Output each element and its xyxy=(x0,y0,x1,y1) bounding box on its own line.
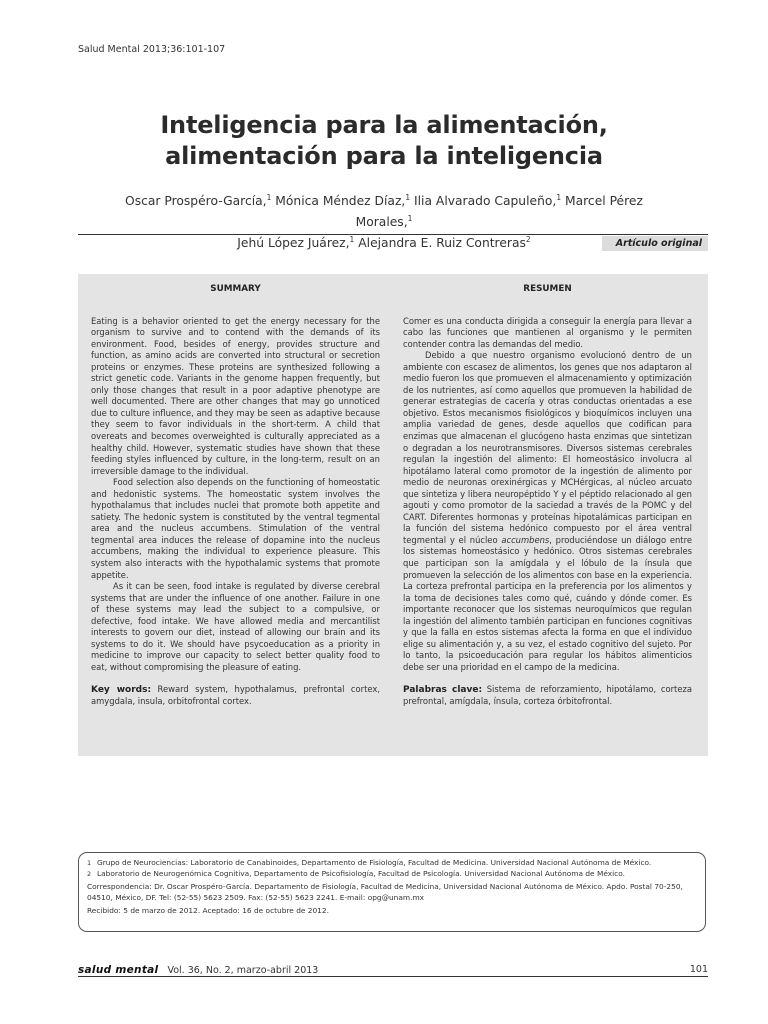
affiliation-marker: 2 xyxy=(525,235,531,245)
keywords-text: Sistema de reforzamiento, hipotálamo, corteza prefrontal, amígdala, ínsula, corteza órbitofrontal. xyxy=(403,683,693,707)
author-name: Jehú López Juárez, xyxy=(237,236,350,251)
resumen-heading: RESUMEN xyxy=(523,284,572,294)
footer-divider xyxy=(78,976,708,977)
author-name: Marcel Pérez Morales, xyxy=(355,194,643,230)
resumen-column xyxy=(403,274,692,708)
footnote-number: 1 xyxy=(87,859,92,867)
affiliation-note xyxy=(87,869,699,880)
summary-heading: SUMMARY xyxy=(210,284,261,294)
keywords-label: Palabras clave: xyxy=(403,684,483,695)
summary-paragraph: Food selection also depends on the functioning of homeostatic and hedonistic systems. The homeostatic system involves the hypothalamus that includes nuclei that promote both appetite and satiety. The hedonic system is constituted by the ventral tegmental area and the nucleus accumbens. Stimulation of the ventral tegmental area induces the release of dopamine into the nucleus accumbens, making the individual to experience pleasure. This system also interacts with the hypothalamic systems that promote appetite. xyxy=(91,477,380,580)
affiliation-marker: 1 xyxy=(556,193,562,202)
affiliations-box xyxy=(78,852,706,932)
resumen-keywords xyxy=(403,684,692,708)
keywords-label: Key words: xyxy=(91,684,152,695)
correspondence-note: Correspondencia: Dr. Oscar Prospéro-García. Departamento de Fisiología, Facultad de Medicina, Universidad Nacional Autónoma de México. Apdo. Postal 70-250, 04510, México, DF. Tel: (52-55) 5623 2509. Fax: (52-55) 5623 2241. E-mail: opg@unam.mx xyxy=(87,882,683,902)
affiliation-marker: 1 xyxy=(266,193,272,202)
resumen-text: Debido a que nuestro organismo evolucionó dentro de un ambiente con escasez de alimentos, los genes que nos adaptaron al medio fueron los que promueven el almacenamiento y optimización de los nutrientes, así como aquellos que promueven la habilidad de generar estrategias de cacería y otras conductas orientadas a ese objetivo. Estos mecanismos fisiológicos y bioquímicos incluyen una amplia variedad de genes, desde aquellos que codifican para enzimas que almacenan el glucógeno hasta enzimas que sintetizan o degradan a los neurotransmisores. Diversos sistemas cerebrales regulan la ingestión del alimento: El homeostásico involucra al hipotálamo lateral como promotor de la ingestión de alimento por medio de neuronas orexinérgicas y MCHérgicas, al núcleo arcuato que sintetiza y libera neuropéptido Y y el péptido relacionado al gen agouti y como promotor de la saciedad a través de la POMC y del CART. Diferentes hormonas y proteínas hipotalámicas participan en la función del sistema hedónico compuesto por el área ventral tegmental y el núcleo xyxy=(403,350,692,545)
footnote-text: Laboratorio de Neurogenómica Cognitiva, Departamento de Psicofisiología, Facultad de Psicología. Universidad Nacional Autónoma de México. xyxy=(97,868,625,878)
affiliation-marker: 1 xyxy=(407,214,413,224)
article-type-badge: Artículo original xyxy=(602,236,708,251)
author-name: Oscar Prospéro-García, xyxy=(125,194,267,209)
keywords-text: Reward system, hypothalamus, prefrontal cortex, amygdala, insula, orbitofrontal cortex. xyxy=(91,683,380,707)
header-divider xyxy=(78,234,708,235)
affiliation-marker: 1 xyxy=(405,193,411,202)
author-name: Alejandra E. Ruiz Contreras xyxy=(354,236,526,251)
affiliation-marker: 1 xyxy=(349,235,355,245)
author-name: Ilia Alvarado Capuleño, xyxy=(410,194,557,209)
summary-paragraph: As it can be seen, food intake is regulated by diverse cerebral systems that are under the influence of one another. Failure in one of these systems may lead the subject to a compulsive, or defective, food intake. We have allowed media and mercantilist interests to govern our diet, instead of allowing our brain and its systems to do it. We should have psycoeducation as a priority in medicine to improve our capacity to select better quality food to eat, without compromising the pleasure of eating. xyxy=(91,581,380,672)
title-line-1: Inteligencia para la alimentación, xyxy=(160,111,608,139)
resumen-paragraph xyxy=(403,350,692,673)
title-line-2: alimentación para la inteligencia xyxy=(165,142,603,170)
page-number: 101 xyxy=(689,964,708,975)
received-accepted-note: Recibido: 5 de marzo de 2012. Aceptado: 16 de octubre de 2012. xyxy=(87,906,329,915)
author-name: Mónica Méndez Díaz, xyxy=(271,194,406,209)
resumen-paragraph: Comer es una conducta dirigida a conseguir la energía para llevar a cabo las funciones que mantienen al organismo y le permiten contender contra las demandas del medio. xyxy=(403,315,692,349)
summary-paragraph: Eating is a behavior oriented to get the energy necessary for the organism to survive and to contend with the demands of its environment. Food, besides of energy, provides structure and function, as amino acids are converted into structural or secretion proteins or enzymes. These proteins are synthesized following a strict genetic code. Variants in the genome happen frequently, but only those changes that result in a poor adaptive phenotype are well documented. There are other changes that may go unnoticed due to culture influence, and they may be seen as adaptive because they seem to favor individuals in the short-term. A child that overeats and becomes overweighted is culturally appreciated as a healthy child. However, systematic studies have shown that these feeding styles influenced by culture, in the long-term, result on an irreversible damage to the individual. xyxy=(91,315,380,476)
summary-column xyxy=(91,274,380,708)
affiliation-note xyxy=(87,858,699,869)
abstract-box xyxy=(78,274,708,756)
resumen-text: , produciéndose un diálogo entre los sistemas homeostásico y hedónico. Otros sistemas cerebrales que participan son la amígdala y el lóbulo de la ínsula que promueven la selección de los alimentos con base en la experiencia. La corteza prefrontal participa en la preferencia por los alimentos y la toma de decisiones tales como qué, cuándo y dónde comer. Es importante reconocer que los sistemas neuroquímicos que regulan la ingestión del alimento también participan en funciones cognitivas y que la falla en estos sistemas afecta la forma en que el individuo elige su alimentación y, a su vez, el estado cognitivo del sujeto. Por lo tanto, la psicoeducación para regular los hábitos alimenticios debe ser una prioridad en el campo de la medicina. xyxy=(403,534,692,672)
journal-logo: salud mental xyxy=(78,964,159,976)
summary-keywords xyxy=(91,684,380,708)
footnote-number: 2 xyxy=(87,869,92,878)
journal-reference: Salud Mental 2013;36:101-107 xyxy=(78,44,226,55)
footnote-text: Grupo de Neurociencias: Laboratorio de Canabinoides, Departamento de Fisiología, Facultad de Medicina. Universidad Nacional Autónoma de México. xyxy=(97,858,652,867)
article-title xyxy=(0,110,768,172)
page-footer xyxy=(78,964,708,976)
volume-info: Vol. 36, No. 2, marzo-abril 2013 xyxy=(167,965,319,976)
resumen-emphasis: accumbens xyxy=(501,534,550,545)
author-list xyxy=(96,189,672,252)
